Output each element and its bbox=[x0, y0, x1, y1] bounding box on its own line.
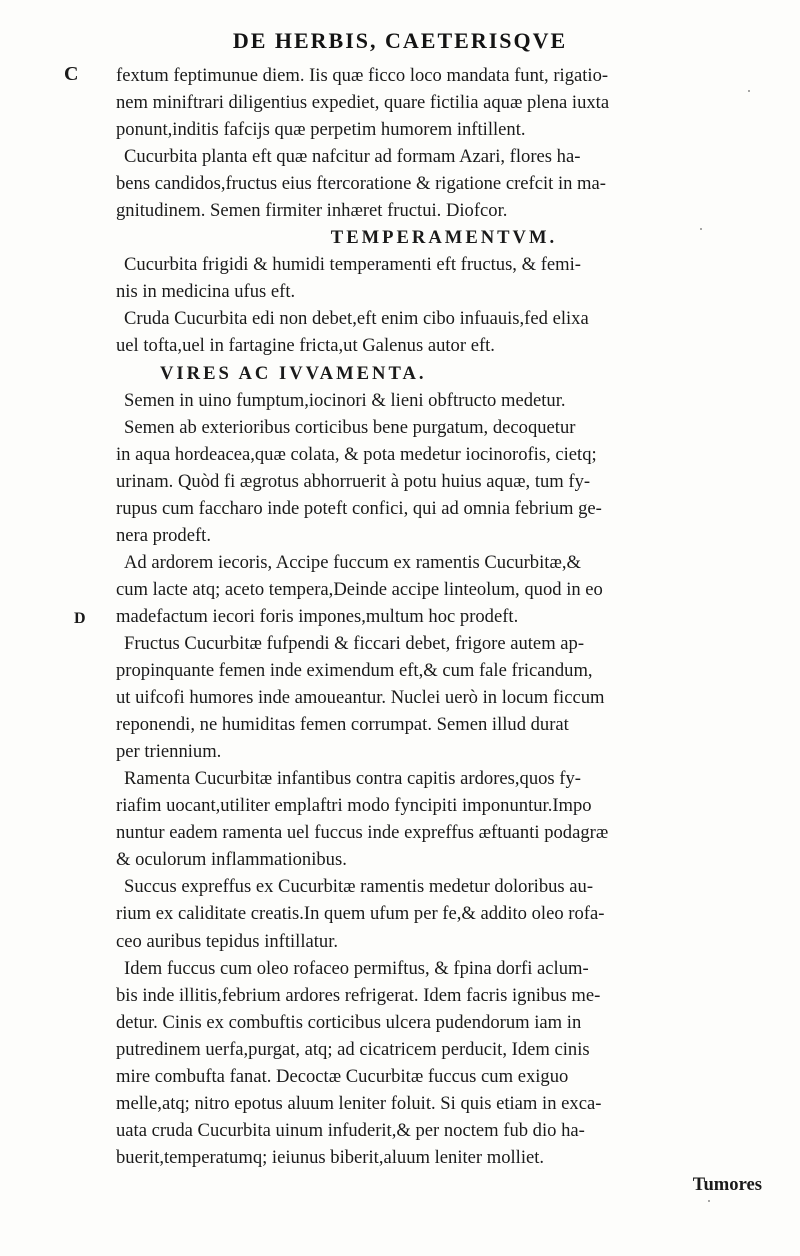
text-line: rupus cum faccharo inde poteft confici, qui ad omnia febrium ge- bbox=[116, 497, 602, 519]
text-line: detur. Cinis ex combuftis corticibus ulcera pudendorum iam in bbox=[116, 1011, 582, 1033]
text-line: buerit,temperatumq; ieiunus biberit,aluum leniter molliet. bbox=[116, 1146, 545, 1168]
text-line: cum lacte atq; aceto tempera,Deinde accipe linteolum, quod in eo bbox=[116, 578, 603, 600]
text-line: ceo auribus tepidus inftillatur. bbox=[116, 930, 339, 952]
text-line: Fructus Cucurbitæ fufpendi & ficcari debet, frigore autem ap- bbox=[124, 632, 585, 654]
text-line: ponunt,inditis fafcijs quæ perpetim humorem inftillent. bbox=[116, 119, 526, 141]
text-line: Cruda Cucurbita edi non debet,eft enim cibo infuauis,fed elixa bbox=[124, 308, 589, 330]
text-line: rium ex caliditate creatis.In quem ufum per fe,& addito oleo rofa- bbox=[116, 903, 605, 925]
text-line: nis in medicina ufus eft. bbox=[116, 281, 296, 303]
text-line: Idem fuccus cum oleo rofaceo permiftus, & fpina dorfi aclum- bbox=[124, 957, 589, 979]
text-line: Cucurbita planta eft quæ nafcitur ad formam Azari, flores ha- bbox=[124, 146, 581, 168]
text-line: per triennium. bbox=[116, 741, 222, 763]
text-line: reponendi, ne humiditas femen corrumpat. Semen illud durat bbox=[116, 714, 569, 736]
text-line: bis inde illitis,febrium ardores refrigerat. Idem facris ignibus me- bbox=[116, 984, 601, 1006]
text-line: Ramenta Cucurbitæ infantibus contra capitis ardores,quos fy- bbox=[124, 768, 581, 790]
text-line: Semen ab exterioribus corticibus bene purgatum, decoquetur bbox=[124, 416, 576, 438]
text-line: propinquante femen inde eximendum eft,& cum fale fricandum, bbox=[116, 660, 593, 682]
paper-speck bbox=[748, 90, 750, 92]
running-head: DE HERBIS, CAETERISQVE bbox=[232, 28, 568, 53]
text-line: bens candidos,fructus eius ftercoratione & rigatione crefcit in ma- bbox=[116, 173, 606, 195]
text-line: nuntur eadem ramenta uel fuccus inde expreffus æftuanti podagræ bbox=[116, 822, 609, 844]
text-line: in aqua hordeacea,quæ colata, & pota medetur iocinorofis, cietq; bbox=[116, 443, 597, 465]
text-line: Succus expreffus ex Cucurbitæ ramentis medetur doloribus au- bbox=[124, 876, 594, 898]
margin-letter-c: C bbox=[64, 63, 79, 85]
text-line: urinam. Quòd fi ægrotus abhorruerit à potu huius aquæ, tum fy- bbox=[116, 470, 591, 492]
text-line: Semen in uino fumptum,iocinori & lieni obftructo medetur. bbox=[124, 389, 566, 411]
text-line: uata cruda Cucurbita uinum infuderit,& per noctem fub dio ha- bbox=[116, 1119, 585, 1141]
text-line: Ad ardorem iecoris, Accipe fuccum ex ramentis Cucurbitæ,& bbox=[124, 551, 581, 573]
text-line: putredinem uerfa,purgat, atq; ad cicatricem perducit, Idem cinis bbox=[116, 1038, 590, 1060]
body-text bbox=[116, 62, 772, 1198]
text-line: melle,atq; nitro epotus aluum leniter foluit. Si quis etiam in exca- bbox=[116, 1092, 602, 1114]
paper-speck bbox=[708, 1200, 710, 1202]
text-line: ut uifcofi humores inde amoueantur. Nuclei uerò in locum ficcum bbox=[116, 687, 605, 709]
text-line: uel tofta,uel in fartagine fricta,ut Galenus autor eft. bbox=[116, 335, 495, 357]
margin-letter-d: D bbox=[74, 610, 86, 627]
text-line: Cucurbita frigidi & humidi temperamenti eft fructus, & femi- bbox=[124, 254, 581, 276]
text-line: nera prodeft. bbox=[116, 524, 211, 546]
text-line: gnitudinem. Semen firmiter inhæret fructui. Diofcor. bbox=[116, 200, 508, 222]
text-line: riafim uocant,utiliter emplaftri modo fyncipiti imponuntur.Impo bbox=[116, 795, 592, 817]
text-line: nem miniftrari diligentius expediet, quare fictilia aquæ plena iuxta bbox=[116, 92, 610, 114]
text-line: madefactum iecori foris impones,multum hoc prodeft. bbox=[116, 605, 519, 627]
text-line: & oculorum inflammationibus. bbox=[116, 849, 347, 871]
section-heading-temperamentum: TEMPERAMENTVM. bbox=[330, 227, 558, 249]
catchword: Tumores bbox=[692, 1173, 762, 1195]
text-line: fextum feptimunue diem. Iis quæ ficco loco mandata funt, rigatio- bbox=[116, 65, 609, 86]
text-line: mire combufta fanat. Decoctæ Cucurbitæ fuccus cum exiguo bbox=[116, 1065, 569, 1087]
section-heading-vires: VIRES AC IVVAMENTA. bbox=[160, 362, 427, 384]
paper-speck bbox=[700, 228, 702, 230]
